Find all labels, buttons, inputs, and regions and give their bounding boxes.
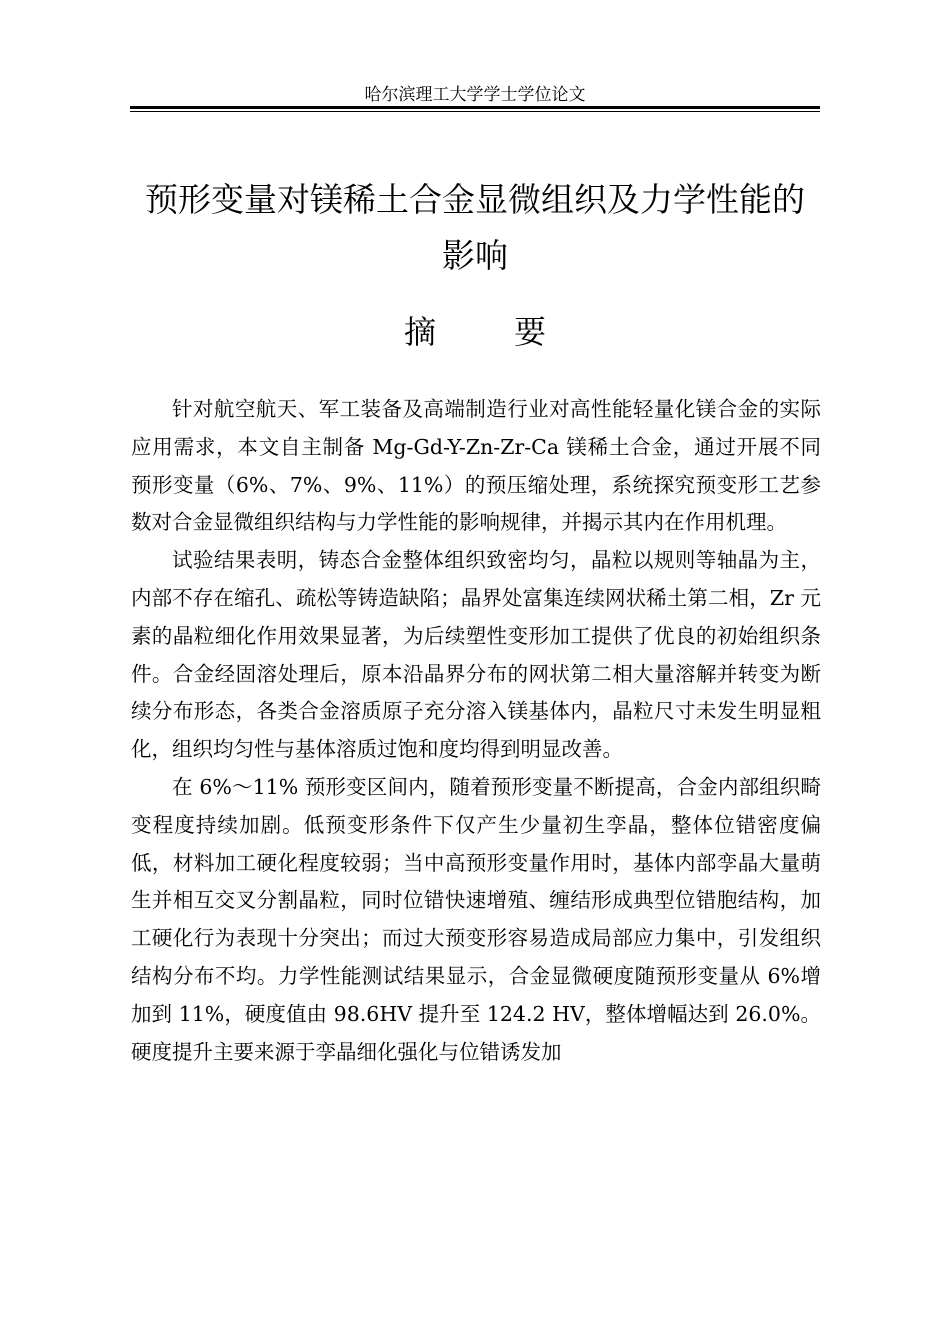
abstract-paragraph: 在 6%～11% 预形变区间内，随着预形变量不断提高，合金内部组织畸变程度持续加剧。低预变形条件下仅产生少量初生孪晶，整体位错密度偏低，材料加工硬化程度较弱；当中高预形变量作用时，基体内部孪晶大量萌生并相互交叉分割晶粒，同时位错快速增殖、缠结形成典型位错胞结构，加工硬化行为表现十分突出；而过大预变形容易造成局部应力集中，引发组织结构分布不均。力学性能测试结果显示，合金显微硬度随预形变量从 6%增加到 11%，硬度值由 98.6HV 提升至 124.2 HV，整体增幅达到 26.0%。硬度提升主要来源于孪晶细化强化与位错诱发加 (131, 774, 821, 1064)
running-header: 哈尔滨理工大学学士学位论文 (364, 85, 586, 105)
header-rule-thin (130, 111, 820, 112)
title-line-1: 预形变量对镁稀土合金显微组织及力学性能的 (145, 180, 805, 219)
title-line-2: 影响 (442, 236, 508, 275)
abstract-paragraph: 针对航空航天、军工装备及高端制造行业对高性能轻量化镁合金的实际应用需求，本文自主制备 Mg-Gd-Y-Zn-Zr-Ca 镁稀土合金，通过开展不同预形变量（6%、7%、9%、11%）的预压缩处理，系统探究预变形工艺参数对合金显微组织结构与力学性能的影响规律，并揭示其内在作用机理。 (131, 397, 821, 535)
abstract-paragraph: 试验结果表明，铸态合金整体组织致密均匀，晶粒以规则等轴晶为主，内部不存在缩孔、疏松等铸造缺陷；晶界处富集连续网状稀土第二相，Zr 元素的晶粒细化作用效果显著，为后续塑性变形加工提供了优良的初始组织条件。合金经固溶处理后，原本沿晶界分布的网状第二相大量溶解并转变为断续分布形态，各类合金溶质原子充分溶入镁基体内，晶粒尺寸未发生明显粗化，组织均匀性与基体溶质过饱和度均得到明显改善。 (131, 548, 821, 762)
thesis-title (130, 172, 820, 284)
abstract-body (131, 391, 821, 1071)
abstract-heading: 摘要 (403, 313, 624, 351)
header-rule-thick (130, 106, 820, 109)
